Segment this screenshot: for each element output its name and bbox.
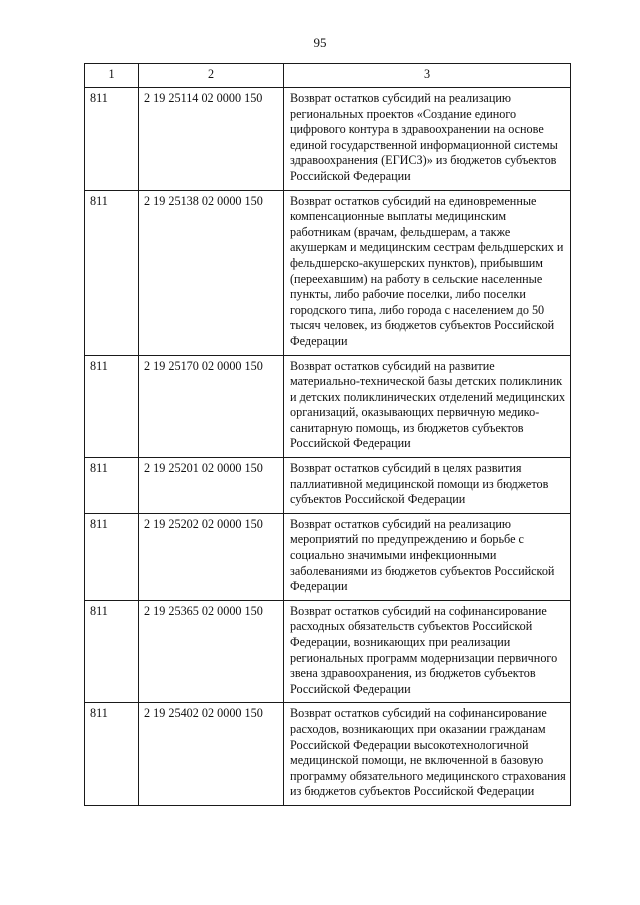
- table-row: [85, 513, 571, 600]
- description-cell: Возврат остатков субсидий на единовременные компенсационные выплаты медицинским работникам (врачам, фельдшерам, а также акушеркам и медицинским сестрам фельдшерских и фельдшерско-акушерских пунктов), прибывшим (переехавшим) на работу в сельские населенные пункты, либо рабочие поселки, либо поселки городского типа, либо города с населением до 50 тысяч человек, из бюджетов субъектов Российской Федерации: [284, 190, 571, 355]
- budget-code-cell: 2 19 25202 02 0000 150: [139, 513, 284, 600]
- page-number: 95: [313, 35, 327, 50]
- table-row: [85, 600, 571, 703]
- column-header-2: 2: [139, 64, 284, 88]
- table-row: [85, 458, 571, 514]
- table-row: [85, 355, 571, 458]
- column-header-1: 1: [85, 64, 139, 88]
- admin-code-cell: 811: [85, 458, 139, 514]
- budget-code-cell: 2 19 25114 02 0000 150: [139, 88, 284, 191]
- admin-code-cell: 811: [85, 513, 139, 600]
- admin-code-cell: 811: [85, 703, 139, 806]
- budget-code-cell: 2 19 25201 02 0000 150: [139, 458, 284, 514]
- description-cell: Возврат остатков субсидий в целях развития паллиативной медицинской помощи из бюджетов субъектов Российской Федерации: [284, 458, 571, 514]
- table-header-row: [85, 64, 571, 88]
- budget-code-cell: 2 19 25138 02 0000 150: [139, 190, 284, 355]
- budget-code-cell: 2 19 25402 02 0000 150: [139, 703, 284, 806]
- budget-code-cell: 2 19 25365 02 0000 150: [139, 600, 284, 703]
- budget-code-cell: 2 19 25170 02 0000 150: [139, 355, 284, 458]
- admin-code-cell: 811: [85, 600, 139, 703]
- description-cell: Возврат остатков субсидий на реализацию мероприятий по предупреждению и борьбе с социально значимыми инфекционными заболеваниями из бюджетов субъектов Российской Федерации: [284, 513, 571, 600]
- admin-code-cell: 811: [85, 355, 139, 458]
- description-cell: Возврат остатков субсидий на софинансирование расходных обязательств субъектов Российской Федерации, возникающих при реализации региональных программ модернизации первичного звена здравоохранения, из бюджетов субъектов Российской Федерации: [284, 600, 571, 703]
- admin-code-cell: 811: [85, 88, 139, 191]
- table-row: [85, 88, 571, 191]
- description-cell: Возврат остатков субсидий на развитие материально-технической базы детских поликлиник и детских поликлинических отделений медицинских организаций, оказывающих первичную медико-санитарную помощь, из бюджетов субъектов Российской Федерации: [284, 355, 571, 458]
- budget-codes-table: [84, 63, 571, 806]
- description-cell: Возврат остатков субсидий на реализацию региональных проектов «Создание единого цифрового контура в здравоохранении на основе единой государственной информационной системы здравоохранения (ЕГИСЗ)» из бюджетов субъектов Российской Федерации: [284, 88, 571, 191]
- admin-code-cell: 811: [85, 190, 139, 355]
- description-cell: Возврат остатков субсидий на софинансирование расходов, возникающих при оказании гражданам Российской Федерации высокотехнологичной медицинской помощи, не включенной в базовую программу обязательного медицинского страхования из бюджетов субъектов Российской Федерации: [284, 703, 571, 806]
- table-row: [85, 703, 571, 806]
- column-header-3: 3: [284, 64, 571, 88]
- table-row: [85, 190, 571, 355]
